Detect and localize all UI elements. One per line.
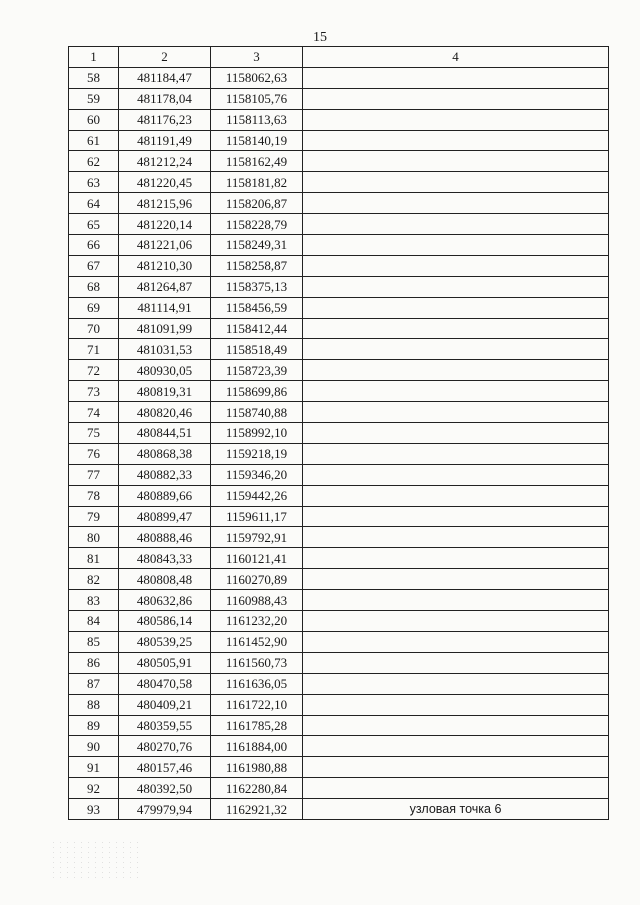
y-coordinate-cell: 1158992,10 — [211, 423, 303, 444]
x-coordinate-cell: 480844,51 — [119, 423, 211, 444]
y-coordinate-cell: 1158723,39 — [211, 360, 303, 381]
table-row — [69, 193, 609, 214]
note-cell — [303, 694, 609, 715]
y-coordinate-cell: 1158105,76 — [211, 88, 303, 109]
point-number-cell: 61 — [69, 130, 119, 151]
note-cell — [303, 360, 609, 381]
x-coordinate-cell: 480359,55 — [119, 715, 211, 736]
table-row — [69, 402, 609, 423]
y-coordinate-cell: 1158062,63 — [211, 67, 303, 88]
note-cell — [303, 590, 609, 611]
point-number-cell: 73 — [69, 381, 119, 402]
note-cell — [303, 506, 609, 527]
note-cell — [303, 423, 609, 444]
x-coordinate-cell: 481220,45 — [119, 172, 211, 193]
column-header-note: 4 — [303, 47, 609, 68]
point-number-cell: 70 — [69, 318, 119, 339]
note-cell — [303, 109, 609, 130]
point-number-cell: 77 — [69, 464, 119, 485]
point-number-cell: 91 — [69, 757, 119, 778]
point-number-cell: 75 — [69, 423, 119, 444]
y-coordinate-cell: 1162280,84 — [211, 778, 303, 799]
y-coordinate-cell: 1161232,20 — [211, 611, 303, 632]
table-row — [69, 569, 609, 590]
table-row — [69, 130, 609, 151]
page-number: 15 — [313, 30, 327, 45]
x-coordinate-cell: 480539,25 — [119, 631, 211, 652]
note-cell — [303, 88, 609, 109]
y-coordinate-cell: 1161722,10 — [211, 694, 303, 715]
point-number-cell: 67 — [69, 255, 119, 276]
point-number-cell: 83 — [69, 590, 119, 611]
note-cell — [303, 193, 609, 214]
y-coordinate-cell: 1158181,82 — [211, 172, 303, 193]
x-coordinate-cell: 480888,46 — [119, 527, 211, 548]
table-row — [69, 109, 609, 130]
y-coordinate-cell: 1158456,59 — [211, 297, 303, 318]
point-number-cell: 78 — [69, 485, 119, 506]
note-cell — [303, 151, 609, 172]
y-coordinate-cell: 1158258,87 — [211, 255, 303, 276]
x-coordinate-cell: 480632,86 — [119, 590, 211, 611]
x-coordinate-cell: 480808,48 — [119, 569, 211, 590]
table-row — [69, 757, 609, 778]
y-coordinate-cell: 1158162,49 — [211, 151, 303, 172]
point-number-cell: 86 — [69, 652, 119, 673]
y-coordinate-cell: 1161452,90 — [211, 631, 303, 652]
x-coordinate-cell: 480889,66 — [119, 485, 211, 506]
table-row — [69, 276, 609, 297]
table-row — [69, 360, 609, 381]
note-cell — [303, 443, 609, 464]
x-coordinate-cell: 481212,24 — [119, 151, 211, 172]
point-number-cell: 87 — [69, 673, 119, 694]
table-row — [69, 715, 609, 736]
x-coordinate-cell: 481264,87 — [119, 276, 211, 297]
x-coordinate-cell: 481221,06 — [119, 235, 211, 256]
point-number-cell: 58 — [69, 67, 119, 88]
point-number-cell: 74 — [69, 402, 119, 423]
note-cell — [303, 611, 609, 632]
note-cell — [303, 464, 609, 485]
y-coordinate-cell: 1158740,88 — [211, 402, 303, 423]
y-coordinate-cell: 1158375,13 — [211, 276, 303, 297]
y-coordinate-cell: 1161884,00 — [211, 736, 303, 757]
point-number-cell: 62 — [69, 151, 119, 172]
table-row — [69, 235, 609, 256]
point-number-cell: 68 — [69, 276, 119, 297]
x-coordinate-cell: 480392,50 — [119, 778, 211, 799]
point-number-cell: 81 — [69, 548, 119, 569]
table-row — [69, 673, 609, 694]
note-cell — [303, 381, 609, 402]
x-coordinate-cell: 481176,23 — [119, 109, 211, 130]
coordinates-table — [68, 46, 609, 820]
point-number-cell: 82 — [69, 569, 119, 590]
note-cell — [303, 673, 609, 694]
note-cell — [303, 485, 609, 506]
x-coordinate-cell: 481191,49 — [119, 130, 211, 151]
note-cell — [303, 569, 609, 590]
x-coordinate-cell: 480882,33 — [119, 464, 211, 485]
table-row — [69, 506, 609, 527]
x-coordinate-cell: 481031,53 — [119, 339, 211, 360]
table-row — [69, 464, 609, 485]
table-row — [69, 214, 609, 235]
table-row — [69, 443, 609, 464]
table-row — [69, 652, 609, 673]
point-number-cell: 71 — [69, 339, 119, 360]
point-number-cell: 65 — [69, 214, 119, 235]
note-cell — [303, 715, 609, 736]
table-row — [69, 736, 609, 757]
table-row — [69, 172, 609, 193]
x-coordinate-cell: 480409,21 — [119, 694, 211, 715]
note-cell — [303, 402, 609, 423]
table-row — [69, 339, 609, 360]
y-coordinate-cell: 1160988,43 — [211, 590, 303, 611]
point-number-cell: 92 — [69, 778, 119, 799]
x-coordinate-cell: 480843,33 — [119, 548, 211, 569]
y-coordinate-cell: 1158228,79 — [211, 214, 303, 235]
column-header-number: 1 — [69, 47, 119, 68]
scan-noise — [50, 840, 140, 880]
x-coordinate-cell: 480820,46 — [119, 402, 211, 423]
x-coordinate-cell: 480505,91 — [119, 652, 211, 673]
y-coordinate-cell: 1159792,91 — [211, 527, 303, 548]
point-number-cell: 59 — [69, 88, 119, 109]
y-coordinate-cell: 1158699,86 — [211, 381, 303, 402]
point-number-cell: 85 — [69, 631, 119, 652]
table-row — [69, 297, 609, 318]
x-coordinate-cell: 480470,58 — [119, 673, 211, 694]
table-row — [69, 423, 609, 444]
table-row — [69, 590, 609, 611]
table-row — [69, 151, 609, 172]
x-coordinate-cell: 481215,96 — [119, 193, 211, 214]
note-cell — [303, 214, 609, 235]
note-cell — [303, 527, 609, 548]
note-cell — [303, 297, 609, 318]
y-coordinate-cell: 1158206,87 — [211, 193, 303, 214]
y-coordinate-cell: 1158249,31 — [211, 235, 303, 256]
point-number-cell: 89 — [69, 715, 119, 736]
y-coordinate-cell: 1159611,17 — [211, 506, 303, 527]
note-cell — [303, 318, 609, 339]
y-coordinate-cell: 1158113,63 — [211, 109, 303, 130]
note-cell — [303, 548, 609, 569]
x-coordinate-cell: 480930,05 — [119, 360, 211, 381]
note-cell — [303, 339, 609, 360]
note-cell — [303, 67, 609, 88]
y-coordinate-cell: 1162921,32 — [211, 799, 303, 820]
point-number-cell: 76 — [69, 443, 119, 464]
y-coordinate-cell: 1159346,20 — [211, 464, 303, 485]
table-row — [69, 88, 609, 109]
column-header-x: 2 — [119, 47, 211, 68]
point-number-cell: 93 — [69, 799, 119, 820]
x-coordinate-cell: 481220,14 — [119, 214, 211, 235]
y-coordinate-cell: 1161636,05 — [211, 673, 303, 694]
x-coordinate-cell: 481178,04 — [119, 88, 211, 109]
table-row — [69, 694, 609, 715]
y-coordinate-cell: 1161785,28 — [211, 715, 303, 736]
note-cell — [303, 255, 609, 276]
note-cell — [303, 652, 609, 673]
x-coordinate-cell: 481210,30 — [119, 255, 211, 276]
y-coordinate-cell: 1161560,73 — [211, 652, 303, 673]
point-number-cell: 72 — [69, 360, 119, 381]
point-number-cell: 69 — [69, 297, 119, 318]
point-number-cell: 80 — [69, 527, 119, 548]
table-row — [69, 318, 609, 339]
table-row — [69, 67, 609, 88]
point-number-cell: 84 — [69, 611, 119, 632]
y-coordinate-cell: 1159442,26 — [211, 485, 303, 506]
x-coordinate-cell: 480157,46 — [119, 757, 211, 778]
note-cell — [303, 736, 609, 757]
y-coordinate-cell: 1159218,19 — [211, 443, 303, 464]
note-cell: узловая точка 6 — [303, 799, 609, 820]
table-row — [69, 485, 609, 506]
table-row — [69, 381, 609, 402]
point-number-cell: 88 — [69, 694, 119, 715]
table-header-row — [69, 47, 609, 68]
y-coordinate-cell: 1158140,19 — [211, 130, 303, 151]
x-coordinate-cell: 481114,91 — [119, 297, 211, 318]
y-coordinate-cell: 1158412,44 — [211, 318, 303, 339]
table-row — [69, 548, 609, 569]
note-cell — [303, 130, 609, 151]
table-row — [69, 527, 609, 548]
x-coordinate-cell: 480586,14 — [119, 611, 211, 632]
y-coordinate-cell: 1160270,89 — [211, 569, 303, 590]
x-coordinate-cell: 480270,76 — [119, 736, 211, 757]
y-coordinate-cell: 1160121,41 — [211, 548, 303, 569]
note-cell — [303, 778, 609, 799]
note-cell — [303, 276, 609, 297]
table-row — [69, 778, 609, 799]
note-cell — [303, 631, 609, 652]
table-row — [69, 799, 609, 820]
y-coordinate-cell: 1161980,88 — [211, 757, 303, 778]
point-number-cell: 66 — [69, 235, 119, 256]
point-number-cell: 63 — [69, 172, 119, 193]
note-cell — [303, 757, 609, 778]
point-number-cell: 79 — [69, 506, 119, 527]
x-coordinate-cell: 481091,99 — [119, 318, 211, 339]
point-number-cell: 60 — [69, 109, 119, 130]
x-coordinate-cell: 480819,31 — [119, 381, 211, 402]
x-coordinate-cell: 480899,47 — [119, 506, 211, 527]
x-coordinate-cell: 481184,47 — [119, 67, 211, 88]
note-cell — [303, 172, 609, 193]
point-number-cell: 64 — [69, 193, 119, 214]
x-coordinate-cell: 480868,38 — [119, 443, 211, 464]
table-row — [69, 255, 609, 276]
note-cell — [303, 235, 609, 256]
x-coordinate-cell: 479979,94 — [119, 799, 211, 820]
table-row — [69, 631, 609, 652]
column-header-y: 3 — [211, 47, 303, 68]
table-row — [69, 611, 609, 632]
point-number-cell: 90 — [69, 736, 119, 757]
y-coordinate-cell: 1158518,49 — [211, 339, 303, 360]
